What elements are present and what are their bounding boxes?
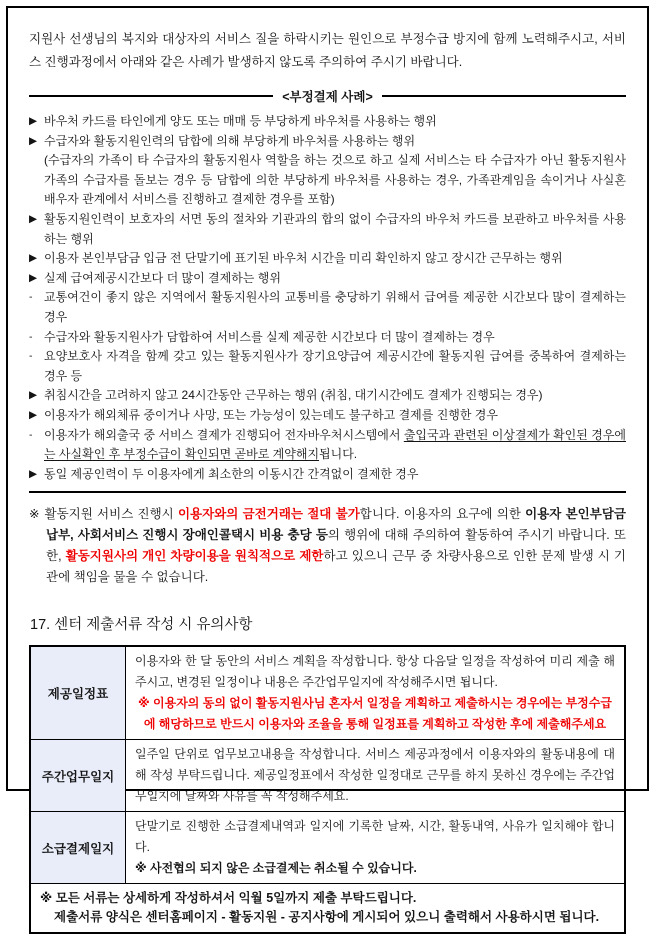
fraud-section-header <box>29 87 626 105</box>
list-item-text: 교통여건이 좋지 않은 지역에서 활동지원사의 교통비를 충당하기 위해서 급여를 제공한 시간보다 많이 결제하는 경우 <box>44 290 626 324</box>
intro-paragraph: 지원사 선생님의 복지와 대상자의 서비스 질을 하락시키는 원인으로 부정수급 방지에 함께 노력해주시고, 서비스 진행과정에서 아래와 같은 사례가 발생하지 않도록 주의하여 주시기 바랍니다. <box>29 32 626 69</box>
section-17-heading: 17. 센터 제출서류 작성 시 유의사항 <box>30 617 253 634</box>
dash-icon: - <box>29 428 33 441</box>
fraud-section-title: <부정결제 사례> <box>282 90 373 104</box>
list-item <box>29 151 626 210</box>
bullet-icon: ▶ <box>29 212 38 225</box>
red-emphasis-text: 이용자와의 금전거래는 절대 불가 <box>177 507 360 522</box>
red-emphasis-text: 활동지원사의 개인 차량이용을 원칙적으로 제한 <box>65 549 324 564</box>
text-segment: 됩니다. <box>319 447 358 462</box>
dash-icon: - <box>29 350 33 363</box>
bullet-icon: ▶ <box>29 467 38 480</box>
section-divider <box>29 491 626 493</box>
list-item <box>29 249 626 269</box>
text-segment: 하고 있으니 근무 중 차량사용으로 인한 문제 발생 시 기관에 책임을 물을 수 없습니다. <box>46 549 626 585</box>
footer-line: 제출서류 양식은 센터홈페이지 - 활동지원 - 공지사항에 게시되어 있으니 출력해서 사용하시면 됩니다. <box>54 910 600 925</box>
list-item-text: 이용자가 해외체류 중이거나 사망, 또는 가능성이 있는데도 불구하고 결제를 진행한 경우 <box>44 407 498 422</box>
list-item-text: 취침시간을 고려하지 않고 24시간동안 근무하는 행위 (취침, 대기시간에도 결제가 진행되는 경우) <box>44 388 543 403</box>
list-item-text: 바우처 카드를 타인에게 양도 또는 매매 등 부당하게 바우처를 사용하는 행위 <box>44 114 437 128</box>
divider-line-left <box>29 95 273 97</box>
table-footer <box>30 884 625 934</box>
list-item <box>29 406 626 426</box>
dash-icon: - <box>29 330 33 343</box>
cell-paragraph: 일주일 단위로 업무보고내용을 작성합니다. 서비스 제공과정에서 이용자와의 활동내용에 대해 작성 부탁드립니다. 제공일정표에서 작성한 일정대로 근무를 하지 못하신 경우에는 주간업무일지에 날짜와 사유를 꼭 작성해주세요. <box>135 747 615 804</box>
bullet-icon: ▶ <box>29 115 38 127</box>
list-item <box>29 328 626 348</box>
list-item <box>29 465 626 485</box>
row-body <box>126 812 626 884</box>
document-page <box>6 6 649 925</box>
row-label-schedule: 제공일정표 <box>30 646 126 740</box>
list-item <box>29 288 626 327</box>
bullet-icon: ▶ <box>29 389 38 402</box>
list-item-text <box>44 426 626 465</box>
fraud-case-list <box>29 112 626 484</box>
cell-paragraph: 단말기로 진행한 소급결제내역과 일지에 기록한 날짜, 시간, 활동내역, 사유가 일치해야 합니다. <box>135 819 615 855</box>
list-item-text: 요양보호사 자격을 함께 갖고 있는 활동지원사가 장기요양급여 제공시간에 활동지원 급여를 중복하여 결제하는 경우 등 <box>44 349 626 383</box>
list-item <box>29 210 626 249</box>
list-item-text: 실제 급여제공시간보다 더 많이 결제하는 행위 <box>44 270 281 285</box>
table-footer-row <box>30 884 625 934</box>
list-item-text: 동일 제공인력이 두 이용자에게 최소한의 이동시간 간격없이 결제한 경우 <box>44 466 419 481</box>
list-item-text: 수급자와 활동지원사가 담합하여 서비스를 실제 제공한 시간보다 더 많이 결제하는 경우 <box>44 329 495 344</box>
list-item-text: (수급자의 가족이 타 수급자의 활동지원사 역할을 하는 것으로 하고 실제 서비스는 타 수급자가 아닌 활동지원사 가족의 수급자를 돌보는 경우 등 담합에 의한 부당하게 바우처를 사용하는 경우, 가족관계임을 속이거나 사실혼 배우자 관계에서 서비스를 진행하고 결제한 경우를 포함) <box>44 153 626 207</box>
row-label-retro-payment-log: 소급결제일지 <box>30 812 126 884</box>
table-row <box>30 812 625 884</box>
list-item-text: 수급자와 활동지원인력의 담합에 의해 부당하게 바우처를 사용하는 행위 <box>44 133 416 148</box>
list-item <box>29 112 626 132</box>
bullet-icon <box>29 151 44 210</box>
cell-paragraph: 이용자와 한 달 동안의 서비스 계획을 작성합니다. 항상 다음달 일정을 작성하여 미리 제출 해주시고, 변경된 일정이나 내용은 주간업무일지에 작성해주시면 됩니다. <box>135 654 615 690</box>
text-segment: ※ 활동지원 서비스 진행시 <box>29 507 178 522</box>
text-segment: 이용자가 해외출국 중 서비스 결제가 진행되어 전자바우처시스템에서 <box>44 427 404 442</box>
bold-emphasis-text: 이용자 본인부담금 납부, 사회서비스 진행시 장애인콜택시 비용 충당 등 <box>46 507 626 543</box>
row-body <box>126 646 626 740</box>
list-item <box>29 132 626 152</box>
list-item-text: 활동지원인력이 보호자의 서면 동의 절차와 기관과의 합의 없이 수급자의 바우처 카드를 보관하고 바우처를 사용하는 행위 <box>44 211 626 246</box>
bullet-icon: ▶ <box>29 252 38 265</box>
text-segment: 의 행위에 대해 주의하여 활동하여 주시기 바랍니다. 또한, <box>46 528 626 564</box>
table-row <box>30 646 625 740</box>
dash-icon: - <box>29 291 33 304</box>
notice-paragraph <box>29 504 626 588</box>
underlined-text: 출입국과 관련된 이상결제가 확인된 경우에는 사실확인 후 부정수급이 확인되면 곧바로 계약해지 <box>44 427 626 462</box>
list-item <box>29 426 626 465</box>
list-item <box>29 269 626 289</box>
list-item-text: 이용자 본인부담금 입금 전 단말기에 표기된 바우처 시간을 미리 확인하지 않고 장시간 근무하는 행위 <box>44 251 563 266</box>
list-item <box>29 386 626 406</box>
divider-line-right <box>382 95 626 97</box>
table-row <box>30 740 625 812</box>
footer-line: ※ 모든 서류는 상세하게 작성하셔서 익월 5일까지 제출 부탁드립니다. <box>40 891 417 906</box>
row-body <box>126 740 626 812</box>
bullet-icon: ▶ <box>29 408 38 421</box>
cell-note-text: ※ 사전협의 되지 않은 소급결제는 취소될 수 있습니다. <box>135 861 417 876</box>
cell-warning-text: ※ 이용자의 동의 없이 활동지원사님 혼자서 일정을 계획하고 제출하시는 경우에는 부정수급에 해당하므로 반드시 이용자와 조율을 통해 일정표를 계획하고 작성한 후에 제출해주세요 <box>138 696 612 732</box>
bullet-icon: ▶ <box>29 134 38 147</box>
bullet-icon: ▶ <box>29 271 38 284</box>
text-segment: 합니다. 이용자의 요구에 의한 <box>359 507 526 522</box>
row-label-weekly-log: 주간업무일지 <box>30 740 126 812</box>
submission-documents-table <box>29 645 626 934</box>
list-item <box>29 347 626 386</box>
